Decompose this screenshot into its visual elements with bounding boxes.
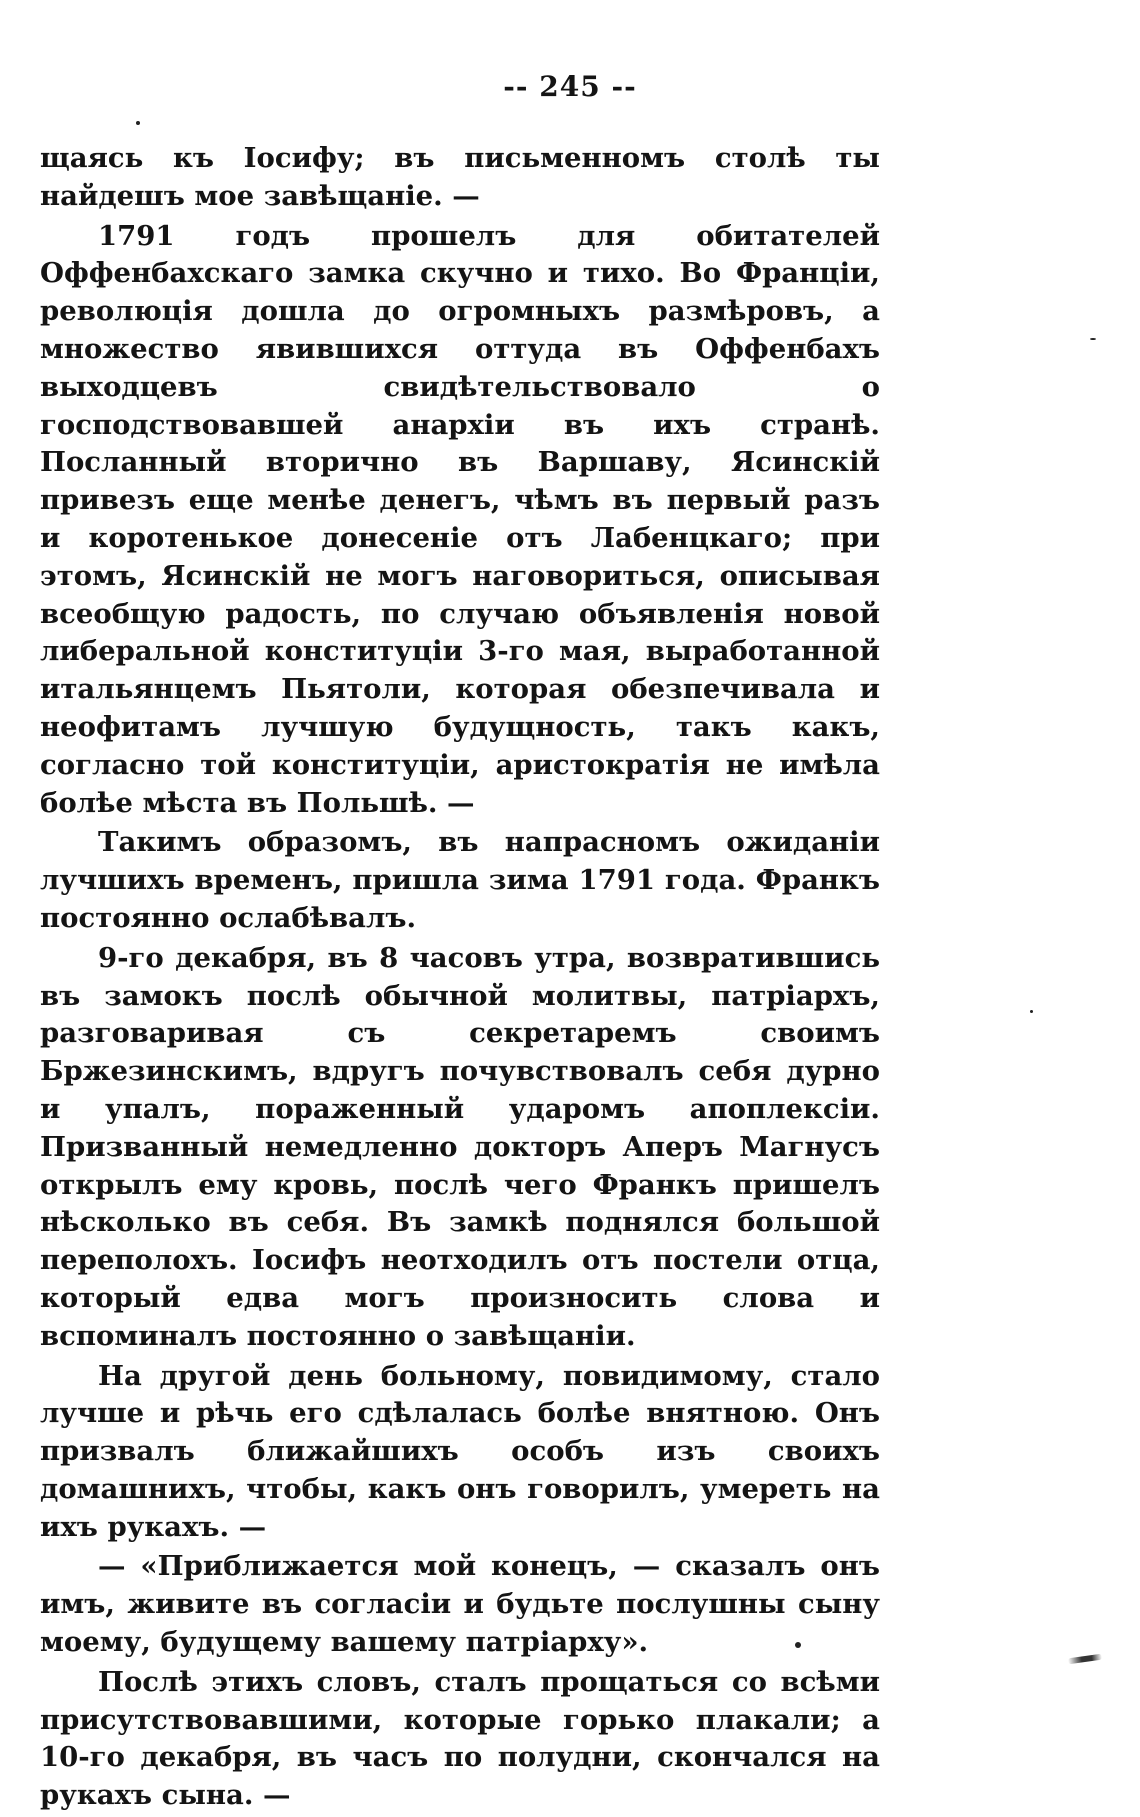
paragraph-last-words: — «Приближается мой конецъ, — сказалъ онъ имъ, живите въ согласіи и будьте послушны сыну моему, будущему вашему патріарху». — [40, 1550, 880, 1659]
paragraph-1791-year: 1791 годъ прошелъ для обитателей Оффенбахскаго замка скучно и тихо. Во Франціи, революція дошла до огромныхъ размѣровъ, а множество явившихся оттуда въ Оффенбахъ выходцевъ свидѣтельствовало о господствовавшей анархіи въ ихъ странѣ. Посланный вторично въ Варшаву, Ясинскій привезъ еще менѣе денегъ, чѣмъ въ первый разъ и коротенькое донесеніе отъ Лабенцкаго; при этомъ, Ясинскій не могъ наговориться, описывая всеобщую радость, по случаю объявленія новой либеральной конституціи 3-го мая, выработанной итальянцемъ Пьятоли, которая обезпечивала и неофитамъ лучшую будущность, такъ какъ, согласно той конституціи, аристократія не имѣла болѣе мѣста въ Польшѣ. — — [40, 219, 880, 819]
body-text — [40, 140, 880, 1817]
scan-speck — [1090, 338, 1096, 340]
scan-speck — [1030, 1010, 1033, 1013]
paragraph-winter: Такимъ образомъ, въ напрасномъ ожиданіи лучшихъ временъ, пришла зима 1791 года. Франкъ постоянно ослабѣвалъ. — [40, 826, 880, 934]
page-number: -- 245 -- — [503, 70, 637, 103]
scan-speck — [795, 1642, 801, 1648]
scan-speck — [136, 121, 140, 125]
paragraph-continuation: щаясь къ Іосифу; въ письменномъ столѣ ты найдешъ мое завѣщаніе. — — [40, 142, 880, 212]
scan-mark — [1068, 1654, 1103, 1665]
paragraph-december-9: 9-го декабря, въ 8 часовъ утра, возвратившись въ замокъ послѣ обычной молитвы, патріархъ, разговаривая съ секретаремъ своимъ Бржезинскимъ, вдругъ почувствовалъ себя дурно и упалъ, пораженный ударомъ апоплексіи. Призванный немедленно докторъ Аперъ Магнусъ открылъ ему кровь, послѣ чего Франкъ пришелъ нѣсколько въ себя. Въ замкѣ поднялся большой переполохъ. Іосифъ неотходилъ отъ постели отца, который едва могъ произносить слова и вспоминалъ постоянно о завѣщаніи. — [40, 941, 880, 1352]
paragraph-next-day: На другой день больному, повидимому, стало лучше и рѣчь его сдѣлалась болѣе внятною. Онъ призвалъ ближайшихъ особъ изъ своихъ домашнихъ, чтобы, какъ онъ говорилъ, умереть на ихъ рукахъ. — — [40, 1359, 880, 1543]
paragraph-death: Послѣ этихъ словъ, сталъ прощаться со всѣми присутствовавшими, которые горько плакали; а 10-го декабря, въ часъ по полудни, скончался на рукахъ сына. — — [40, 1665, 880, 1812]
